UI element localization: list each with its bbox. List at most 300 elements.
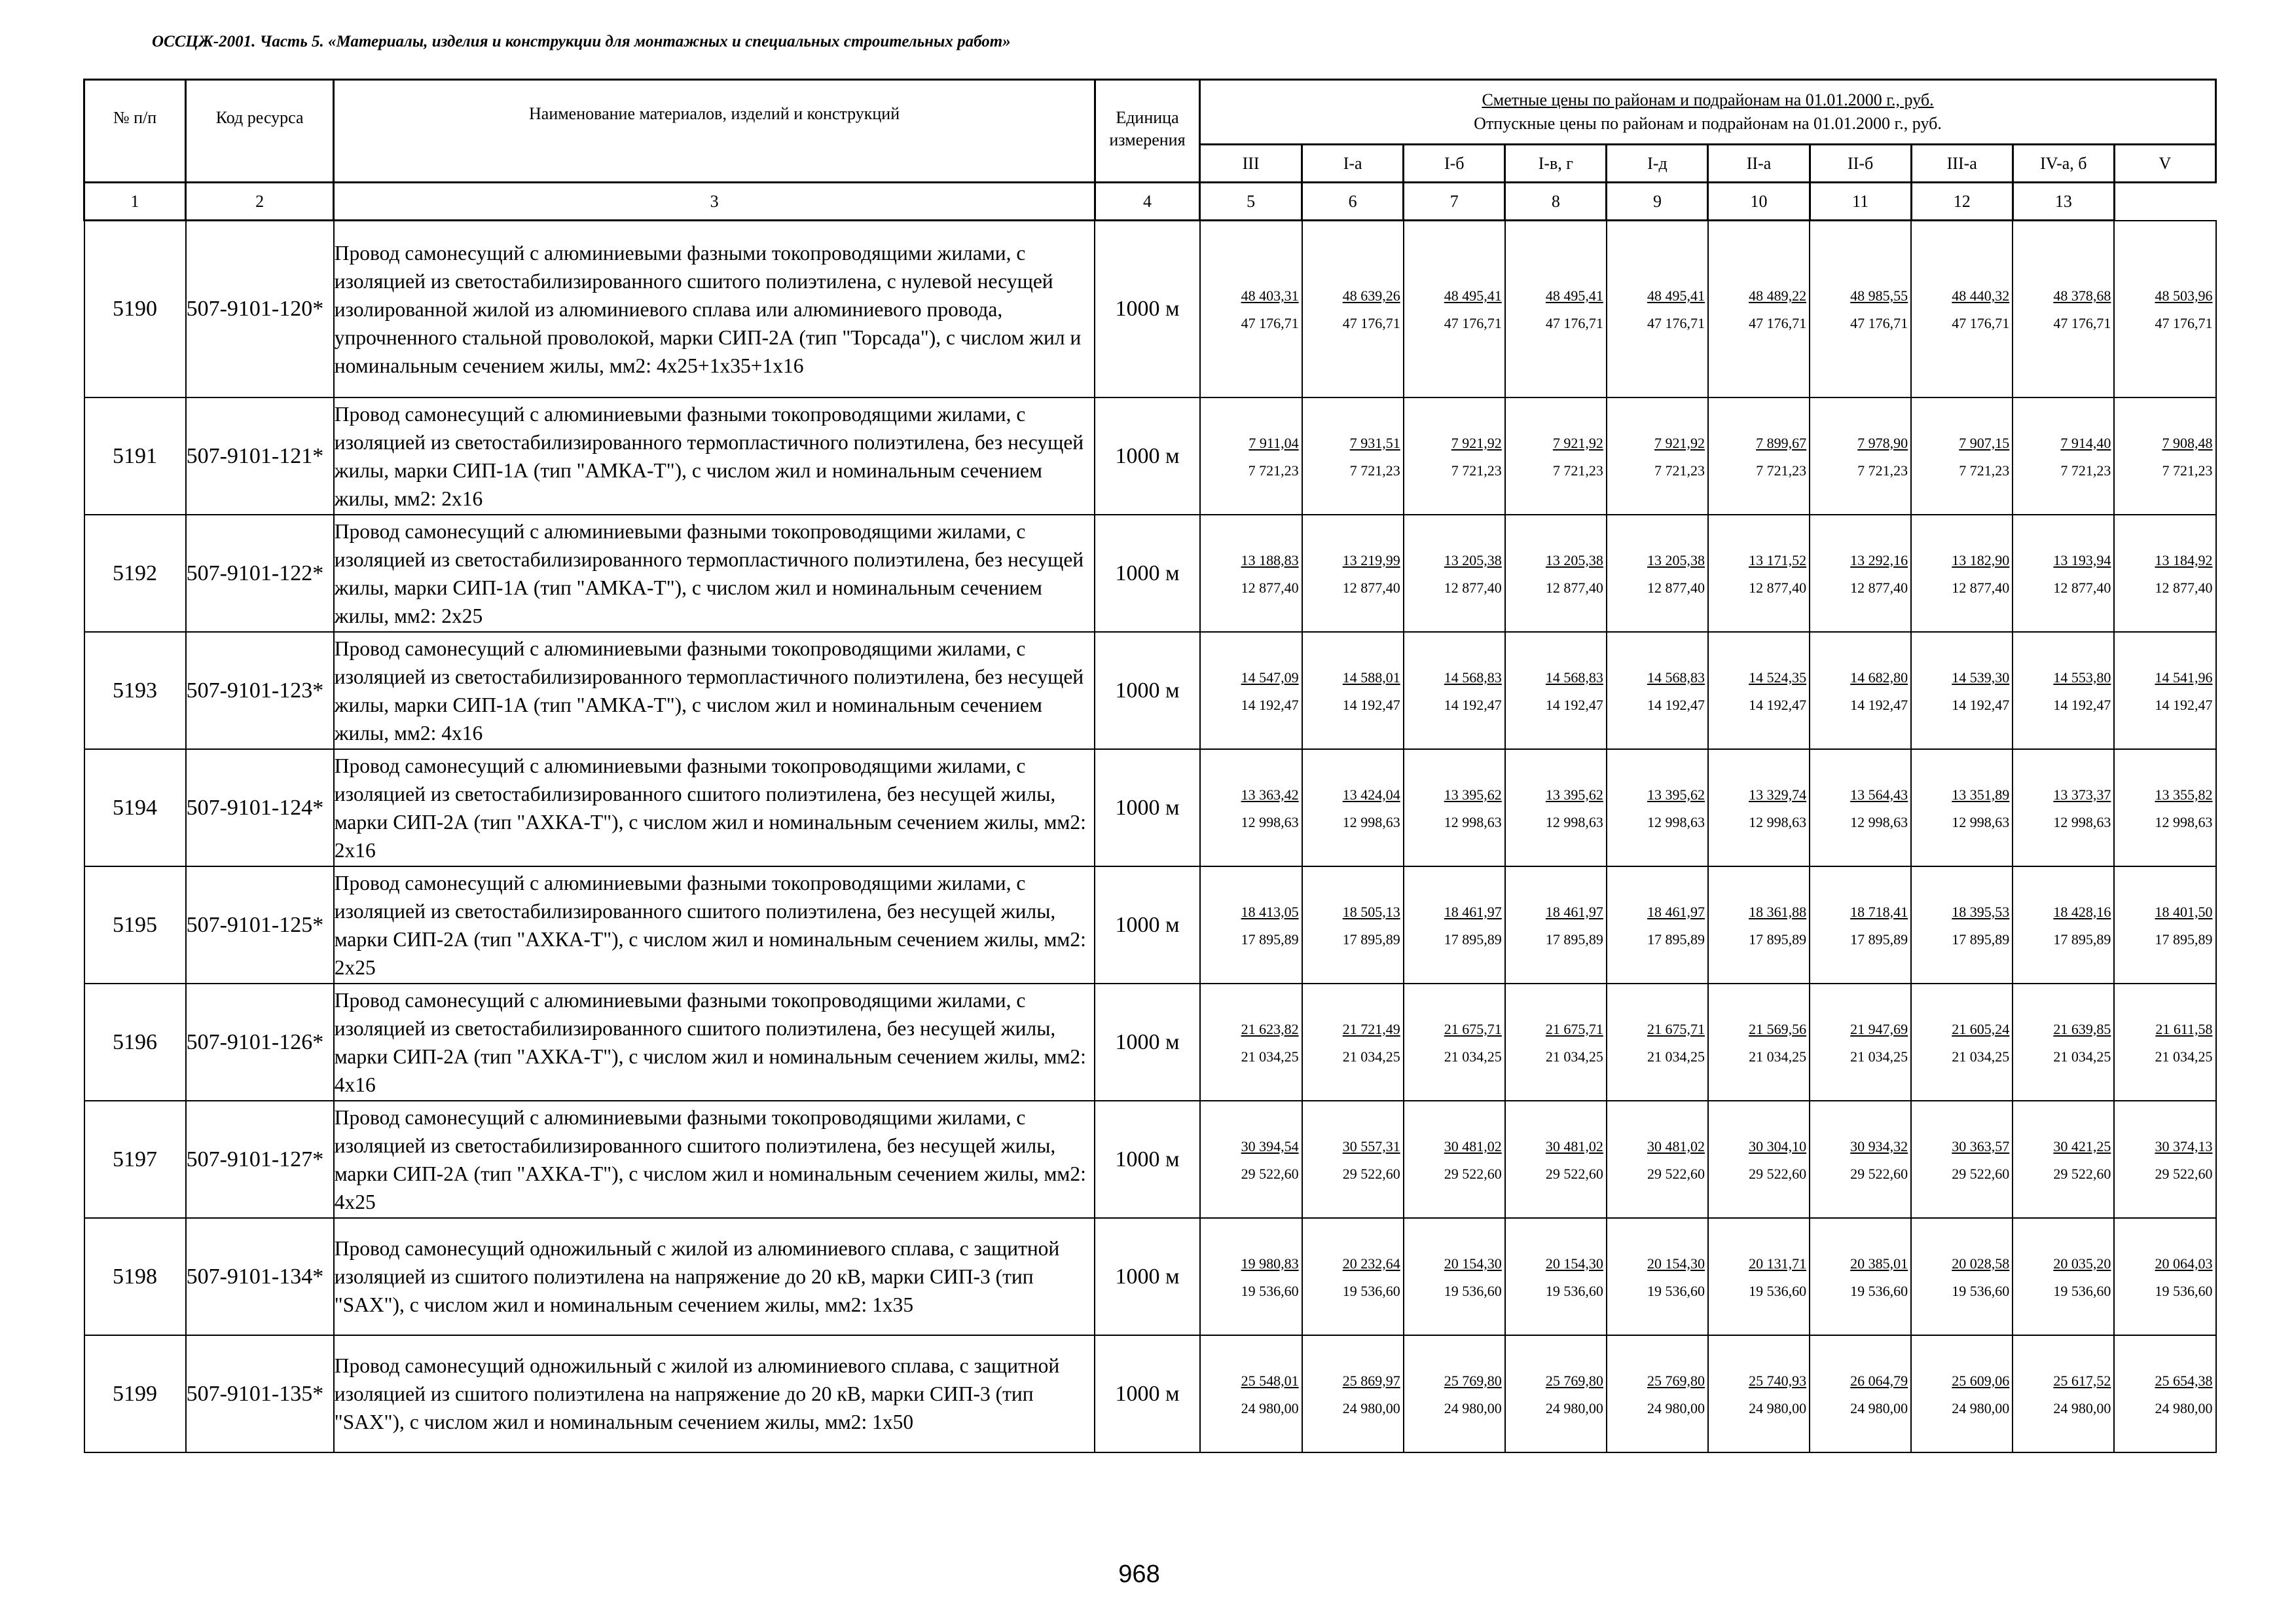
- resource-code: 507-9101-135*: [186, 1335, 334, 1452]
- estimate-price: 14 568,83: [1647, 669, 1705, 686]
- material-name: Провод самонесущий с алюминиевыми фазными токопроводящими жилами, с изоляцией из светостабилизированного сшитого полиэтилена, с нулевой несущей изолированной жилой из алюминиевого сплава или алюминиевого провода, упрочненного стальной проволокой, марки СИП-2А (тип "Торсада"), с числом жил и номинальным сечением жилы, мм2: 4х25+1х35+1х16: [334, 221, 1095, 398]
- unit: 1000 м: [1095, 632, 1199, 749]
- price-cell: [2114, 1101, 2215, 1218]
- release-price: 7 721,23: [1451, 462, 1502, 479]
- release-price: 12 998,63: [1444, 813, 1502, 830]
- estimate-price: 25 740,93: [1749, 1372, 1807, 1389]
- release-price: 12 998,63: [1749, 813, 1807, 830]
- price-cell: [1607, 1218, 1708, 1335]
- price-cell: [1708, 632, 1810, 749]
- estimate-price: 7 921,92: [1451, 434, 1502, 451]
- document-title: ОССЦЖ-2001. Часть 5. «Материалы, изделия и конструкции для монтажных и специальных строительных работ»: [152, 33, 1011, 50]
- price-cell: [1810, 1335, 1911, 1452]
- resource-code: 507-9101-127*: [186, 1101, 334, 1218]
- estimate-price: 30 374,13: [2155, 1137, 2213, 1154]
- price-cell: [1810, 984, 1911, 1101]
- estimate-price: 30 557,31: [1342, 1137, 1400, 1154]
- material-name: Провод самонесущий одножильный с жилой из алюминиевого сплава, с защитной изоляцией из сшитого полиэтилена на напряжение до 20 кВ, марки СИП-3 (тип "SAX"), с числом жил и номинальным сечением жилы, мм2: 1х50: [334, 1335, 1095, 1452]
- price-cell: [1404, 1218, 1505, 1335]
- price-cell: [2013, 1335, 2114, 1452]
- estimate-price: 21 721,49: [1342, 1020, 1400, 1037]
- release-price: 14 192,47: [1647, 696, 1705, 713]
- estimate-price: 18 461,97: [1545, 903, 1603, 920]
- estimate-price: 20 154,30: [1545, 1255, 1603, 1272]
- region-header: I-в, г: [1505, 145, 1607, 183]
- release-price: 47 176,71: [1241, 315, 1299, 331]
- column-number: 7: [1404, 183, 1505, 221]
- price-cell: [1607, 749, 1708, 866]
- release-price: 12 877,40: [1749, 579, 1807, 596]
- price-cell: [1708, 397, 1810, 515]
- estimate-price: 7 911,04: [1248, 434, 1299, 451]
- price-cell: [1302, 1101, 1404, 1218]
- estimate-price: 13 373,37: [2053, 786, 2111, 803]
- estimate-price: 14 568,83: [1444, 669, 1502, 686]
- release-price: 29 522,60: [2155, 1165, 2213, 1182]
- price-cell: [1505, 1218, 1607, 1335]
- estimate-price: 13 395,62: [1647, 786, 1705, 803]
- price-cell: [1200, 1218, 1302, 1335]
- release-price: 17 895,89: [1952, 931, 2010, 948]
- price-cell: [1404, 1335, 1505, 1452]
- price-cell: [1911, 749, 2013, 866]
- release-price: 12 877,40: [1647, 579, 1705, 596]
- release-price: 14 192,47: [1241, 696, 1299, 713]
- estimate-price: 30 481,02: [1444, 1137, 1502, 1154]
- release-price: 24 980,00: [1241, 1399, 1299, 1416]
- price-cell: [1505, 984, 1607, 1101]
- estimate-price: 7 908,48: [2162, 434, 2213, 451]
- release-price: 19 536,60: [2053, 1282, 2111, 1299]
- release-price: 47 176,71: [1647, 315, 1705, 331]
- row-number: 5195: [84, 866, 186, 984]
- price-cell: [1708, 1218, 1810, 1335]
- release-price: 12 877,40: [1342, 579, 1400, 596]
- estimate-price: 13 205,38: [1647, 551, 1705, 568]
- region-header: II-а: [1708, 145, 1810, 183]
- release-price: 24 980,00: [1444, 1399, 1502, 1416]
- material-name: Провод самонесущий с алюминиевыми фазными токопроводящими жилами, с изоляцией из светостабилизированного сшитого полиэтилена, без несущей жилы, марки СИП-2А (тип "АХКА-Т"), с числом жил и номинальным сечением жилы, мм2: 2х25: [334, 866, 1095, 984]
- estimate-price: 13 355,82: [2155, 786, 2213, 803]
- release-price: 12 877,40: [1545, 579, 1603, 596]
- release-price: 19 536,60: [1342, 1282, 1400, 1299]
- price-cell: [1607, 984, 1708, 1101]
- price-cell: [2013, 221, 2114, 398]
- estimate-price: 7 907,15: [1959, 434, 2010, 451]
- region-header: I-д: [1607, 145, 1708, 183]
- table-row: [84, 397, 2216, 515]
- release-price: 29 522,60: [1850, 1165, 1908, 1182]
- price-cell: [2114, 866, 2215, 984]
- header-name: Наименование материалов, изделий и конструкций: [334, 80, 1095, 183]
- price-table: [83, 79, 2217, 1453]
- release-price: 17 895,89: [2053, 931, 2111, 948]
- estimate-price: 48 403,31: [1241, 287, 1299, 304]
- table-row: [84, 984, 2216, 1101]
- price-cell: [2114, 984, 2215, 1101]
- table-row: [84, 1218, 2216, 1335]
- header-prices: [1200, 80, 2216, 145]
- resource-code: 507-9101-123*: [186, 632, 334, 749]
- estimate-price: 30 421,25: [2053, 1137, 2111, 1154]
- column-number: 6: [1302, 183, 1404, 221]
- price-cell: [1810, 1101, 1911, 1218]
- table-row: [84, 221, 2216, 398]
- release-price: 12 998,63: [1647, 813, 1705, 830]
- release-price: 29 522,60: [1241, 1165, 1299, 1182]
- price-cell: [1200, 1101, 1302, 1218]
- price-cell: [1200, 515, 1302, 632]
- row-number: 5190: [84, 221, 186, 398]
- release-price: 19 536,60: [1749, 1282, 1807, 1299]
- estimate-price: 21 675,71: [1444, 1020, 1502, 1037]
- header-code: Код ресурса: [186, 80, 334, 183]
- estimate-price: 13 205,38: [1545, 551, 1603, 568]
- header-unit: Единица измерения: [1095, 80, 1199, 183]
- row-number: 5193: [84, 632, 186, 749]
- column-number: 8: [1505, 183, 1607, 221]
- release-price: 24 980,00: [2053, 1399, 2111, 1416]
- release-price: 47 176,71: [2053, 315, 2111, 331]
- column-number: 12: [1911, 183, 2013, 221]
- price-cell: [1607, 221, 1708, 398]
- price-cell: [1302, 515, 1404, 632]
- resource-code: 507-9101-125*: [186, 866, 334, 984]
- release-price: 29 522,60: [1749, 1165, 1807, 1182]
- price-cell: [1505, 397, 1607, 515]
- release-price: 7 721,23: [2060, 462, 2111, 479]
- estimate-price: 14 541,96: [2155, 669, 2213, 686]
- release-price: 17 895,89: [1241, 931, 1299, 948]
- column-number: 2: [186, 183, 334, 221]
- release-price: 17 895,89: [1749, 931, 1807, 948]
- estimate-price: 18 718,41: [1850, 903, 1908, 920]
- price-cell: [1911, 1335, 2013, 1452]
- release-price: 29 522,60: [2053, 1165, 2111, 1182]
- price-cell: [1607, 1101, 1708, 1218]
- price-cell: [2013, 1218, 2114, 1335]
- price-cell: [1607, 515, 1708, 632]
- release-price: 24 980,00: [1342, 1399, 1400, 1416]
- header-prices-estimate: Сметные цены по районам и подрайонам на 01.01.2000 г., руб.: [1482, 90, 1934, 109]
- column-number: 10: [1708, 183, 1810, 221]
- price-cell: [2114, 632, 2215, 749]
- price-cell: [1200, 1335, 1302, 1452]
- release-price: 17 895,89: [1444, 931, 1502, 948]
- price-cell: [1708, 866, 1810, 984]
- estimate-price: 13 171,52: [1749, 551, 1807, 568]
- header-prices-release: Отпускные цены по районам и подрайонам на 01.01.2000 г., руб.: [1474, 114, 1942, 133]
- estimate-price: 14 682,80: [1850, 669, 1908, 686]
- price-cell: [1911, 221, 2013, 398]
- region-header: V: [2114, 145, 2215, 183]
- estimate-price: 7 921,92: [1654, 434, 1705, 451]
- unit: 1000 м: [1095, 984, 1199, 1101]
- row-number: 5194: [84, 749, 186, 866]
- estimate-price: 7 978,90: [1857, 434, 1908, 451]
- release-price: 21 034,25: [1850, 1048, 1908, 1065]
- price-cell: [2013, 397, 2114, 515]
- release-price: 12 998,63: [1241, 813, 1299, 830]
- price-cell: [1911, 866, 2013, 984]
- release-price: 17 895,89: [1545, 931, 1603, 948]
- estimate-price: 21 947,69: [1850, 1020, 1908, 1037]
- release-price: 24 980,00: [1545, 1399, 1603, 1416]
- price-cell: [1911, 632, 2013, 749]
- release-price: 47 176,71: [1444, 315, 1502, 331]
- release-price: 19 536,60: [1545, 1282, 1603, 1299]
- release-price: 17 895,89: [1342, 931, 1400, 948]
- release-price: 19 536,60: [1850, 1282, 1908, 1299]
- row-number: 5196: [84, 984, 186, 1101]
- price-cell: [1810, 1218, 1911, 1335]
- release-price: 47 176,71: [1952, 315, 2010, 331]
- estimate-price: 48 503,96: [2155, 287, 2213, 304]
- release-price: 14 192,47: [1850, 696, 1908, 713]
- table-row: [84, 866, 2216, 984]
- price-cell: [1200, 866, 1302, 984]
- price-cell: [1505, 866, 1607, 984]
- estimate-price: 20 154,30: [1647, 1255, 1705, 1272]
- price-cell: [1404, 984, 1505, 1101]
- release-price: 7 721,23: [1552, 462, 1603, 479]
- material-name: Провод самонесущий с алюминиевыми фазными токопроводящими жилами, с изоляцией из светостабилизированного сшитого полиэтилена, без несущей жилы, марки СИП-2А (тип "АХКА-Т"), с числом жил и номинальным сечением жилы, мм2: 2х16: [334, 749, 1095, 866]
- estimate-price: 13 188,83: [1241, 551, 1299, 568]
- price-cell: [1200, 397, 1302, 515]
- estimate-price: 7 931,51: [1349, 434, 1400, 451]
- price-cell: [1505, 515, 1607, 632]
- release-price: 19 536,60: [1241, 1282, 1299, 1299]
- release-price: 24 980,00: [1850, 1399, 1908, 1416]
- price-cell: [1911, 1218, 2013, 1335]
- release-price: 7 721,23: [2162, 462, 2213, 479]
- release-price: 47 176,71: [1749, 315, 1807, 331]
- estimate-price: 25 869,97: [1342, 1372, 1400, 1389]
- release-price: 29 522,60: [1342, 1165, 1400, 1182]
- estimate-price: 30 481,02: [1647, 1137, 1705, 1154]
- release-price: 14 192,47: [1545, 696, 1603, 713]
- estimate-price: 7 899,67: [1756, 434, 1807, 451]
- release-price: 47 176,71: [1850, 315, 1908, 331]
- estimate-price: 14 553,80: [2053, 669, 2111, 686]
- unit: 1000 м: [1095, 1101, 1199, 1218]
- price-cell: [1911, 397, 2013, 515]
- price-cell: [1404, 221, 1505, 398]
- estimate-price: 14 568,83: [1545, 669, 1603, 686]
- price-cell: [1505, 1335, 1607, 1452]
- estimate-price: 25 769,80: [1647, 1372, 1705, 1389]
- release-price: 14 192,47: [1342, 696, 1400, 713]
- estimate-price: 13 219,99: [1342, 551, 1400, 568]
- price-cell: [2013, 632, 2114, 749]
- price-cell: [1302, 749, 1404, 866]
- estimate-price: 20 028,58: [1952, 1255, 2010, 1272]
- estimate-price: 48 495,41: [1444, 287, 1502, 304]
- price-cell: [2114, 221, 2215, 398]
- column-number: 13: [2013, 183, 2114, 221]
- price-cell: [1708, 749, 1810, 866]
- release-price: 12 877,40: [1850, 579, 1908, 596]
- price-cell: [2013, 1101, 2114, 1218]
- estimate-price: 14 539,30: [1952, 669, 2010, 686]
- table-row: [84, 1101, 2216, 1218]
- release-price: 24 980,00: [1952, 1399, 2010, 1416]
- price-cell: [1810, 632, 1911, 749]
- row-number: 5197: [84, 1101, 186, 1218]
- price-cell: [1302, 397, 1404, 515]
- estimate-price: 48 985,55: [1850, 287, 1908, 304]
- estimate-price: 30 481,02: [1545, 1137, 1603, 1154]
- release-price: 12 998,63: [1850, 813, 1908, 830]
- price-cell: [1200, 984, 1302, 1101]
- release-price: 24 980,00: [1749, 1399, 1807, 1416]
- unit: 1000 м: [1095, 1335, 1199, 1452]
- release-price: 24 980,00: [2155, 1399, 2213, 1416]
- release-price: 12 998,63: [1952, 813, 2010, 830]
- resource-code: 507-9101-126*: [186, 984, 334, 1101]
- estimate-price: 13 363,42: [1241, 786, 1299, 803]
- price-cell: [2114, 1335, 2215, 1452]
- release-price: 21 034,25: [1444, 1048, 1502, 1065]
- release-price: 14 192,47: [1952, 696, 2010, 713]
- price-cell: [1404, 866, 1505, 984]
- estimate-price: 13 395,62: [1545, 786, 1603, 803]
- column-number: 3: [334, 183, 1095, 221]
- release-price: 7 721,23: [1959, 462, 2010, 479]
- price-cell: [1200, 221, 1302, 398]
- estimate-price: 20 385,01: [1850, 1255, 1908, 1272]
- release-price: 29 522,60: [1952, 1165, 2010, 1182]
- region-header: III-а: [1911, 145, 2013, 183]
- price-cell: [1708, 1101, 1810, 1218]
- release-price: 17 895,89: [1850, 931, 1908, 948]
- release-price: 19 536,60: [1952, 1282, 2010, 1299]
- price-cell: [1607, 632, 1708, 749]
- unit: 1000 м: [1095, 221, 1199, 398]
- material-name: Провод самонесущий с алюминиевыми фазными токопроводящими жилами, с изоляцией из светостабилизированного термопластичного полиэтилена, без несущей жилы, марки СИП-1А (тип "АМКА-Т"), с числом жил и номинальным сечением жилы, мм2: 4х16: [334, 632, 1095, 749]
- release-price: 21 034,25: [2053, 1048, 2111, 1065]
- estimate-price: 13 395,62: [1444, 786, 1502, 803]
- material-name: Провод самонесущий одножильный с жилой из алюминиевого сплава, с защитной изоляцией из сшитого полиэтилена на напряжение до 20 кВ, марки СИП-3 (тип "SAX"), с числом жил и номинальным сечением жилы, мм2: 1х35: [334, 1218, 1095, 1335]
- release-price: 21 034,25: [1749, 1048, 1807, 1065]
- region-header: I-а: [1302, 145, 1404, 183]
- release-price: 24 980,00: [1647, 1399, 1705, 1416]
- estimate-price: 20 232,64: [1342, 1255, 1400, 1272]
- price-cell: [1302, 1335, 1404, 1452]
- price-cell: [1911, 1101, 2013, 1218]
- price-cell: [2114, 515, 2215, 632]
- table-row: [84, 1335, 2216, 1452]
- table-row: [84, 749, 2216, 866]
- price-cell: [1200, 749, 1302, 866]
- estimate-price: 14 524,35: [1749, 669, 1807, 686]
- material-name: Провод самонесущий с алюминиевыми фазными токопроводящими жилами, с изоляцией из светостабилизированного сшитого полиэтилена, без несущей жилы, марки СИП-2А (тип "АХКА-Т"), с числом жил и номинальным сечением жилы, мм2: 4х16: [334, 984, 1095, 1101]
- release-price: 7 721,23: [1756, 462, 1807, 479]
- release-price: 12 877,40: [2053, 579, 2111, 596]
- estimate-price: 7 921,92: [1552, 434, 1603, 451]
- price-cell: [2114, 1218, 2215, 1335]
- estimate-price: 25 769,80: [1444, 1372, 1502, 1389]
- estimate-price: 48 495,41: [1545, 287, 1603, 304]
- resource-code: 507-9101-121*: [186, 397, 334, 515]
- estimate-price: 48 440,32: [1952, 287, 2010, 304]
- resource-code: 507-9101-124*: [186, 749, 334, 866]
- release-price: 19 536,60: [1647, 1282, 1705, 1299]
- estimate-price: 18 461,97: [1647, 903, 1705, 920]
- release-price: 29 522,60: [1647, 1165, 1705, 1182]
- column-number: 11: [1810, 183, 1911, 221]
- price-cell: [1302, 1218, 1404, 1335]
- release-price: 12 998,63: [2155, 813, 2213, 830]
- estimate-price: 21 675,71: [1647, 1020, 1705, 1037]
- estimate-price: 20 064,03: [2155, 1255, 2213, 1272]
- region-header: III: [1200, 145, 1302, 183]
- price-cell: [2013, 866, 2114, 984]
- release-price: 21 034,25: [1342, 1048, 1400, 1065]
- table-row: [84, 632, 2216, 749]
- price-cell: [1810, 749, 1911, 866]
- release-price: 21 034,25: [1952, 1048, 2010, 1065]
- price-cell: [1302, 632, 1404, 749]
- release-price: 12 877,40: [1241, 579, 1299, 596]
- price-cell: [1404, 397, 1505, 515]
- resource-code: 507-9101-134*: [186, 1218, 334, 1335]
- price-cell: [1302, 866, 1404, 984]
- estimate-price: 13 205,38: [1444, 551, 1502, 568]
- material-name: Провод самонесущий с алюминиевыми фазными токопроводящими жилами, с изоляцией из светостабилизированного сшитого полиэтилена, без несущей жилы, марки СИП-2А (тип "АХКА-Т"), с числом жил и номинальным сечением жилы, мм2: 4х25: [334, 1101, 1095, 1218]
- estimate-price: 25 548,01: [1241, 1372, 1299, 1389]
- estimate-price: 13 351,89: [1952, 786, 2010, 803]
- release-price: 12 877,40: [1952, 579, 2010, 596]
- release-price: 12 877,40: [1444, 579, 1502, 596]
- release-price: 14 192,47: [2053, 696, 2111, 713]
- release-price: 47 176,71: [2155, 314, 2213, 331]
- unit: 1000 м: [1095, 515, 1199, 632]
- price-cell: [1404, 632, 1505, 749]
- release-price: 14 192,47: [1444, 696, 1502, 713]
- estimate-price: 25 609,06: [1952, 1372, 2010, 1389]
- estimate-price: 13 564,43: [1850, 786, 1908, 803]
- price-cell: [1404, 515, 1505, 632]
- price-cell: [1810, 515, 1911, 632]
- price-cell: [1810, 221, 1911, 398]
- release-price: 21 034,25: [1647, 1048, 1705, 1065]
- price-cell: [1404, 749, 1505, 866]
- estimate-price: 13 184,92: [2155, 551, 2213, 568]
- release-price: 19 536,60: [2155, 1282, 2213, 1299]
- estimate-price: 48 495,41: [1647, 287, 1705, 304]
- release-price: 47 176,71: [1342, 315, 1400, 331]
- release-price: 17 895,89: [1647, 931, 1705, 948]
- estimate-price: 13 329,74: [1749, 786, 1807, 803]
- release-price: 12 877,40: [2155, 579, 2213, 596]
- release-price: 7 721,23: [1654, 462, 1705, 479]
- estimate-price: 25 654,38: [2155, 1372, 2213, 1389]
- estimate-price: 30 934,32: [1850, 1137, 1908, 1154]
- release-price: 12 998,63: [1545, 813, 1603, 830]
- price-cell: [1911, 515, 2013, 632]
- release-price: 14 192,47: [1749, 696, 1807, 713]
- price-cell: [1505, 632, 1607, 749]
- estimate-price: 18 428,16: [2053, 903, 2111, 920]
- estimate-price: 13 292,16: [1850, 551, 1908, 568]
- price-cell: [1404, 1101, 1505, 1218]
- row-number: 5199: [84, 1335, 186, 1452]
- price-cell: [1505, 749, 1607, 866]
- price-cell: [1607, 1335, 1708, 1452]
- release-price: 21 034,25: [1241, 1048, 1299, 1065]
- estimate-price: 21 569,56: [1749, 1020, 1807, 1037]
